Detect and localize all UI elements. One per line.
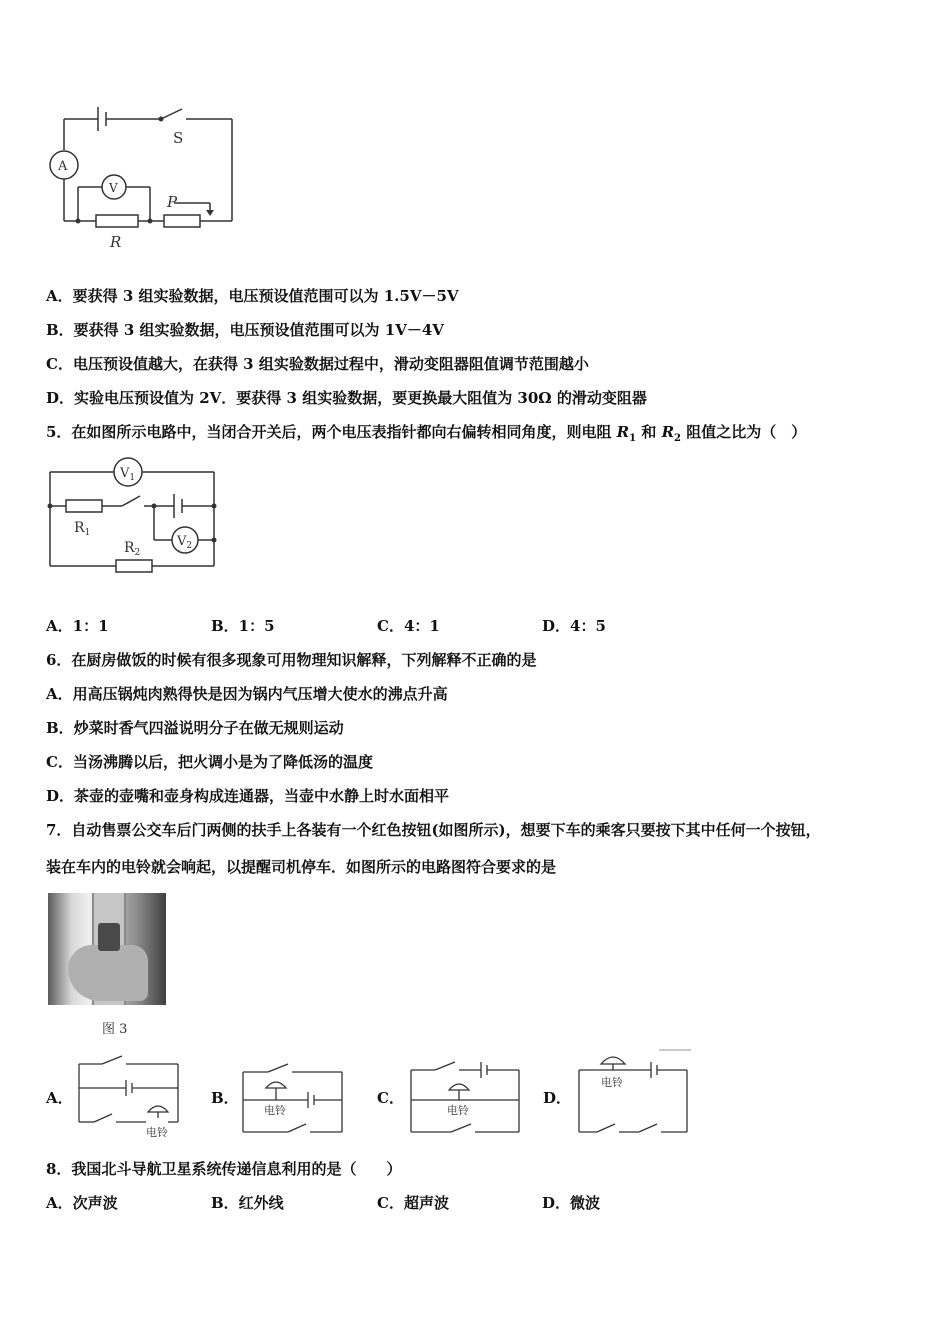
q5-option-a: A．1：1: [46, 617, 109, 635]
q8-option-b: B．红外线: [211, 1194, 284, 1212]
q5-stem: [46, 422, 806, 449]
q7-option-a-label: A．: [46, 1089, 73, 1107]
red-button-photo-icon: [98, 923, 120, 951]
q5-v1-label: V: [120, 466, 130, 481]
q7-stem-line1: 7．自动售票公交车后门两侧的扶手上各装有一个红色按钮(如图所示)，想要下车的乘客只要按下其中任何一个按钮，: [46, 821, 821, 839]
q4-resistor-label: R: [110, 233, 122, 251]
q5-r2-label: R: [124, 540, 135, 556]
q5-r1-sub: 1: [84, 528, 91, 538]
q7-a-bell-label: 电铃: [146, 1126, 168, 1139]
q5-stem-c: 阻值之比为（ ）: [681, 423, 807, 441]
q6-option-c: C．当汤沸腾以后，把火调小是为了降低汤的温度: [46, 753, 373, 771]
q6-option-a: A．用高压锅炖肉熟得快是因为锅内气压增大使水的沸点升高: [46, 685, 448, 703]
q7-circuit-d: [573, 1048, 695, 1140]
q5-v2-label: V: [177, 534, 187, 549]
q7-b-bell-label: 电铃: [264, 1104, 286, 1117]
q6-stem: 6．在厨房做饭的时候有很多现象可用物理知识解释，下列解释不正确的是: [46, 651, 537, 669]
q4-option-b: B．要获得 3 组实验数据，电压预设值范围可以为 1V－4V: [46, 321, 444, 339]
q7-circuit-b: [238, 1060, 348, 1138]
q7-stem-line2: 装在车内的电铃就会响起，以提醒司机停车．如图所示的电路图符合要求的是: [46, 858, 557, 876]
q4-switch-label: S: [173, 129, 184, 147]
q7-option-c-label: C．: [377, 1089, 404, 1107]
svg-text:V1: [119, 466, 135, 483]
q7-option-b-label: B．: [211, 1089, 239, 1107]
q5-r1-label: R: [74, 520, 85, 536]
q4-option-c: C．电压预设值越大，在获得 3 组实验数据过程中，滑动变阻器阻值调节范围越小: [46, 355, 589, 373]
q4-option-d: D．实验电压预设值为 2V．要获得 3 组实验数据，要更换最大阻值为 30Ω 的滑动变阻器: [46, 389, 647, 407]
q4-voltmeter-label: V: [109, 181, 118, 195]
q5-v2-sub: 2: [186, 541, 193, 551]
q8-stem: 8．我国北斗导航卫星系统传递信息利用的是（ ）: [46, 1160, 402, 1178]
svg-text:V2: [176, 534, 192, 551]
q5-stem-r2-sub: 2: [674, 433, 681, 444]
q7-figure-caption: 图 3: [102, 1022, 128, 1037]
q5-stem-r1-sub: 1: [629, 433, 637, 444]
q5-stem-b: 和: [636, 423, 662, 441]
svg-text:R2: [124, 540, 140, 558]
q7-circuit-a: [74, 1054, 184, 1140]
q5-circuit-diagram: [44, 454, 224, 579]
q7-d-bell-label: 电铃: [601, 1076, 623, 1089]
q6-option-d: D．茶壶的壶嘴和壶身构成连通器，当壶中水静上时水面相平: [46, 787, 450, 805]
q8-option-c: C．超声波: [377, 1194, 449, 1212]
q5-option-c: C．4：1: [377, 617, 440, 635]
q4-ammeter-label: A: [58, 159, 68, 174]
q4-slider-label: P: [167, 193, 178, 211]
q7-c-bell-label: 电铃: [447, 1104, 469, 1117]
q6-option-b: B．炒菜时香气四溢说明分子在做无规则运动: [46, 719, 344, 737]
q5-stem-r1: R: [616, 423, 630, 441]
q7-circuit-c: [405, 1052, 525, 1140]
q7-photo: [48, 893, 166, 1005]
q5-r2-sub: 2: [134, 548, 141, 558]
q5-option-d: D．4：5: [542, 617, 606, 635]
q5-option-b: B．1：5: [211, 617, 275, 635]
q8-option-d: D．微波: [542, 1194, 601, 1212]
svg-text:R1: [74, 520, 90, 538]
q5-stem-a: 5．在如图所示电路中，当闭合开关后，两个电压表指针都向右偏转相同角度，则电阻: [46, 423, 617, 441]
q4-option-a: A．要获得 3 组实验数据，电压预设值范围可以为 1.5V－5V: [46, 287, 459, 305]
q5-stem-r2: R: [661, 423, 675, 441]
q4-circuit-diagram: [46, 95, 246, 255]
q7-option-d-label: D．: [543, 1089, 572, 1107]
q8-option-a: A．次声波: [46, 1194, 118, 1212]
q5-v1-sub: 1: [129, 473, 136, 483]
